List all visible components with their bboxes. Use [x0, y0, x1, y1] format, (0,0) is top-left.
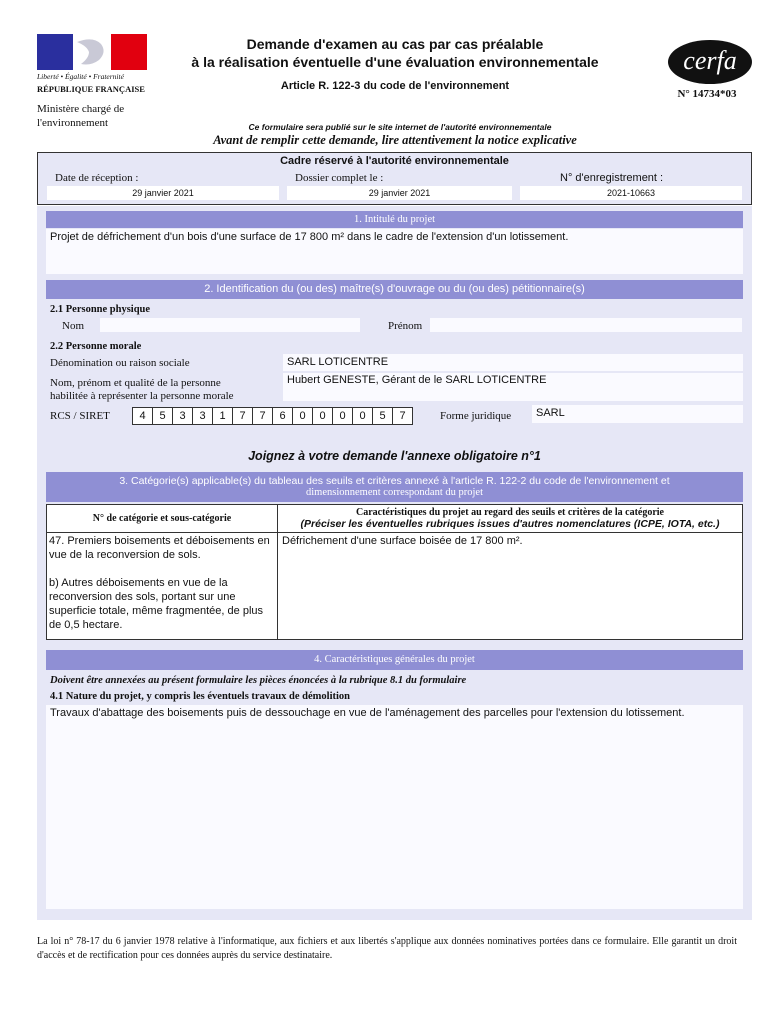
section1-header: 1. Intitulé du projet [46, 211, 743, 228]
complete-date-label: Dossier complet le : [295, 172, 384, 184]
section4-header: 4. Caractéristiques générales du projet [46, 650, 743, 670]
category-col2-cell[interactable]: Défrichement d'une surface boisée de 17 800 m². [282, 535, 523, 547]
category-value-b: b) Autres déboisements en vue de la reconversion des sols, portant sur une superficie totale, même fragmentée, de plus de 0,5 hectare. [49, 577, 264, 631]
reception-date-label: Date de réception : [55, 172, 139, 184]
siret-digit: 7 [232, 407, 253, 425]
siret-digit: 5 [152, 407, 173, 425]
category-col1-header: N° de catégorie et sous-catégorie [47, 505, 278, 533]
siret-digit: 4 [132, 407, 153, 425]
denomination-field[interactable]: SARL LOTICENTRE [283, 354, 743, 371]
legal-notice: La loi n° 78-17 du 6 janvier 1978 relative à l'informatique, aux fichiers et aux libertés s'applique aux données nominatives portées dans ce formulaire. Elle garantit un droit d'accès et de rectification pour ces données auprès du service destinataire. [37, 936, 737, 961]
legal-form-label: Forme juridique [440, 410, 512, 422]
section2-header: 2. Identification du (ou des) maître(s) d'ouvrage ou du (ou des) pétitionnaire(s) [46, 280, 743, 299]
siret-field[interactable] [132, 407, 412, 425]
siret-digit: 0 [292, 407, 313, 425]
section3-header [46, 472, 743, 502]
marianne-motto: Liberté • Égalité • Fraternité [37, 72, 124, 81]
section3-title-line-1: 3. Catégorie(s) applicable(s) du tableau des seuils et critères annexé à l'article R. 122-2 du code de l'environnement et [119, 475, 670, 487]
prenom-label: Prénom [388, 320, 423, 332]
project-title-field[interactable]: Projet de défrichement d'un bois d'une surface de 17 800 m² dans le cadre de l'extension d'un lotissement. [46, 229, 743, 274]
publication-note: Ce formulaire sera publié sur le site internet de l'autorité environnementale [248, 122, 552, 132]
category-table [46, 504, 743, 640]
nature-heading: 4.1 Nature du projet, y compris les éventuels travaux de démolition [50, 691, 351, 702]
siret-digit: 0 [332, 407, 353, 425]
annex-instruction: Doivent être annexées au présent formulaire les pièces énoncées à la rubrique 8.1 du formulaire [50, 675, 467, 686]
category-col2-header [278, 505, 742, 533]
registration-label: N° d'enregistrement : [560, 172, 664, 184]
col2-header-line-2: (Préciser les éventuelles rubriques issues d'autres nomenclatures (ICPE, IOTA, etc.) [300, 518, 720, 530]
siret-digit: 5 [372, 407, 393, 425]
siret-digit: 3 [192, 407, 213, 425]
physical-person-heading: 2.1 Personne physique [50, 304, 151, 315]
prenom-field[interactable] [430, 318, 742, 332]
category-col1-cell[interactable] [47, 533, 278, 639]
registration-field[interactable]: 2021-10663 [520, 186, 742, 200]
cerfa-number: N° 14734*03 [677, 88, 737, 100]
marianne-logo [37, 34, 147, 70]
representative-label-1: Nom, prénom et qualité de la personne [50, 377, 221, 389]
siret-digit: 7 [252, 407, 273, 425]
representative-label-2: habilitée à représenter la personne morale [50, 390, 234, 402]
siret-digit: 7 [392, 407, 413, 425]
siret-digit: 1 [212, 407, 233, 425]
representative-field[interactable]: Hubert GENESTE, Gérant de le SARL LOTICENTRE [283, 373, 743, 401]
siret-digit: 0 [352, 407, 373, 425]
nature-field[interactable]: Travaux d'abattage des boisements puis de dessouchage en vue de l'aménagement des parcelles pour l'extension du lotissement. [46, 705, 743, 909]
nom-field[interactable] [100, 318, 360, 332]
reserved-title: Cadre réservé à l'autorité environnementale [280, 155, 509, 167]
form-title-line-2: à la réalisation éventuelle d'une évaluation environnementale [191, 54, 599, 70]
moral-person-heading: 2.2 Personne morale [50, 341, 142, 352]
republique-francaise: RÉPUBLIQUE FRANÇAISE [37, 84, 145, 94]
article-reference: Article R. 122-3 du code de l'environnement [280, 80, 510, 92]
reception-date-field[interactable]: 29 janvier 2021 [47, 186, 279, 200]
section3-title-line-2: dimensionnement correspondant du projet [306, 487, 483, 498]
siret-digit: 3 [172, 407, 193, 425]
ministry-line-2: l'environnement [37, 117, 109, 129]
ministry-line-1: Ministère chargé de [37, 103, 125, 115]
siret-digit: 0 [312, 407, 333, 425]
col2-header-line-1: Caractéristiques du projet au regard des seuils et critères de la catégorie [356, 507, 664, 518]
siret-label: RCS / SIRET [50, 410, 110, 422]
complete-date-field[interactable]: 29 janvier 2021 [287, 186, 512, 200]
form-title-line-1: Demande d'examen au cas par cas préalable [246, 36, 544, 52]
legal-form-field[interactable]: SARL [532, 405, 743, 423]
notice-instruction: Avant de remplir cette demande, lire attentivement la notice explicative [213, 133, 577, 147]
denomination-label: Dénomination ou raison sociale [50, 357, 190, 369]
siret-digit: 6 [272, 407, 293, 425]
category-value-a: 47. Premiers boisements et déboisements en vue de la reconversion de sols. [49, 535, 270, 561]
annex-note: Joignez à votre demande l'annexe obligatoire n°1 [248, 449, 541, 463]
cerfa-logo: cerfa [668, 40, 752, 84]
nom-label: Nom [62, 320, 84, 332]
